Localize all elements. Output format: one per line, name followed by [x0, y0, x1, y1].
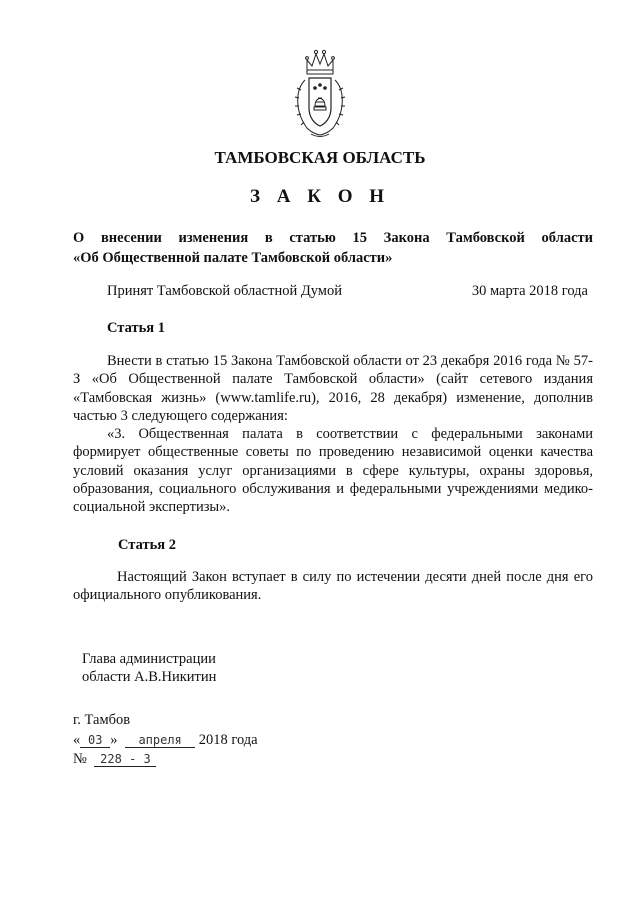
article-1-heading: Статья 1: [107, 320, 165, 336]
adopted-by: Принят Тамбовской областной Думой: [107, 283, 342, 299]
article-2-paragraph: Настоящий Закон вступает в силу по истечении десяти дней после дня его официального опубликования.: [73, 569, 593, 604]
signing-month: апреля: [125, 733, 195, 748]
place-of-signing: г. Тамбов: [73, 712, 131, 728]
signing-year: 2018 года: [198, 732, 258, 748]
article-1-paragraph: «3. Общественная палата в соответствии с федеральными законами формирует общественные советы по проведению независимой оценки качества условий оказания услуг организациями в сфере культуры, охраны здоровья, образования, социального обслуживания и федеральными учреждениями медико-социальной экспертизы».: [73, 426, 593, 516]
signatory-position: Глава администрации: [82, 651, 216, 667]
law-subject-line-1: О внесении изменения в статью 15 Закона Тамбовской области: [73, 230, 593, 246]
article-1-paragraph: Внести в статью 15 Закона Тамбовской области от 23 декабря 2016 года № 57-З «Об Общественной палате Тамбовской области» (сайт сетевого издания «Тамбовская жизнь» (www.tamlife.ru), 2016, 28 декабря) изменение, дополнив частью 3 следующего содержания:: [73, 353, 593, 424]
adoption-date: 30 марта 2018 года: [471, 283, 588, 299]
number-sign: №: [73, 751, 87, 767]
tambov-coat-of-arms-icon: [293, 46, 347, 142]
region-title: ТАМБОВСКАЯ ОБЛАСТЬ: [214, 148, 426, 167]
signatory-block: [82, 650, 216, 686]
signing-date-line: [73, 732, 258, 749]
law-subject: [73, 228, 593, 268]
signing-day: 03: [80, 733, 110, 748]
law-number-line: [73, 751, 156, 768]
document-type-title: З А К О Н: [249, 186, 391, 207]
article-1-body: [73, 352, 593, 517]
article-2-heading: Статья 2: [118, 537, 176, 553]
quote-close: »: [110, 732, 118, 748]
article-2-body: [73, 568, 593, 605]
law-subject-line-2: «Об Общественной палате Тамбовской области»: [73, 250, 393, 266]
quote-open: «: [73, 732, 81, 748]
law-number: 228 - З: [94, 752, 156, 767]
signatory-name: области А.В.Никитин: [82, 669, 217, 685]
